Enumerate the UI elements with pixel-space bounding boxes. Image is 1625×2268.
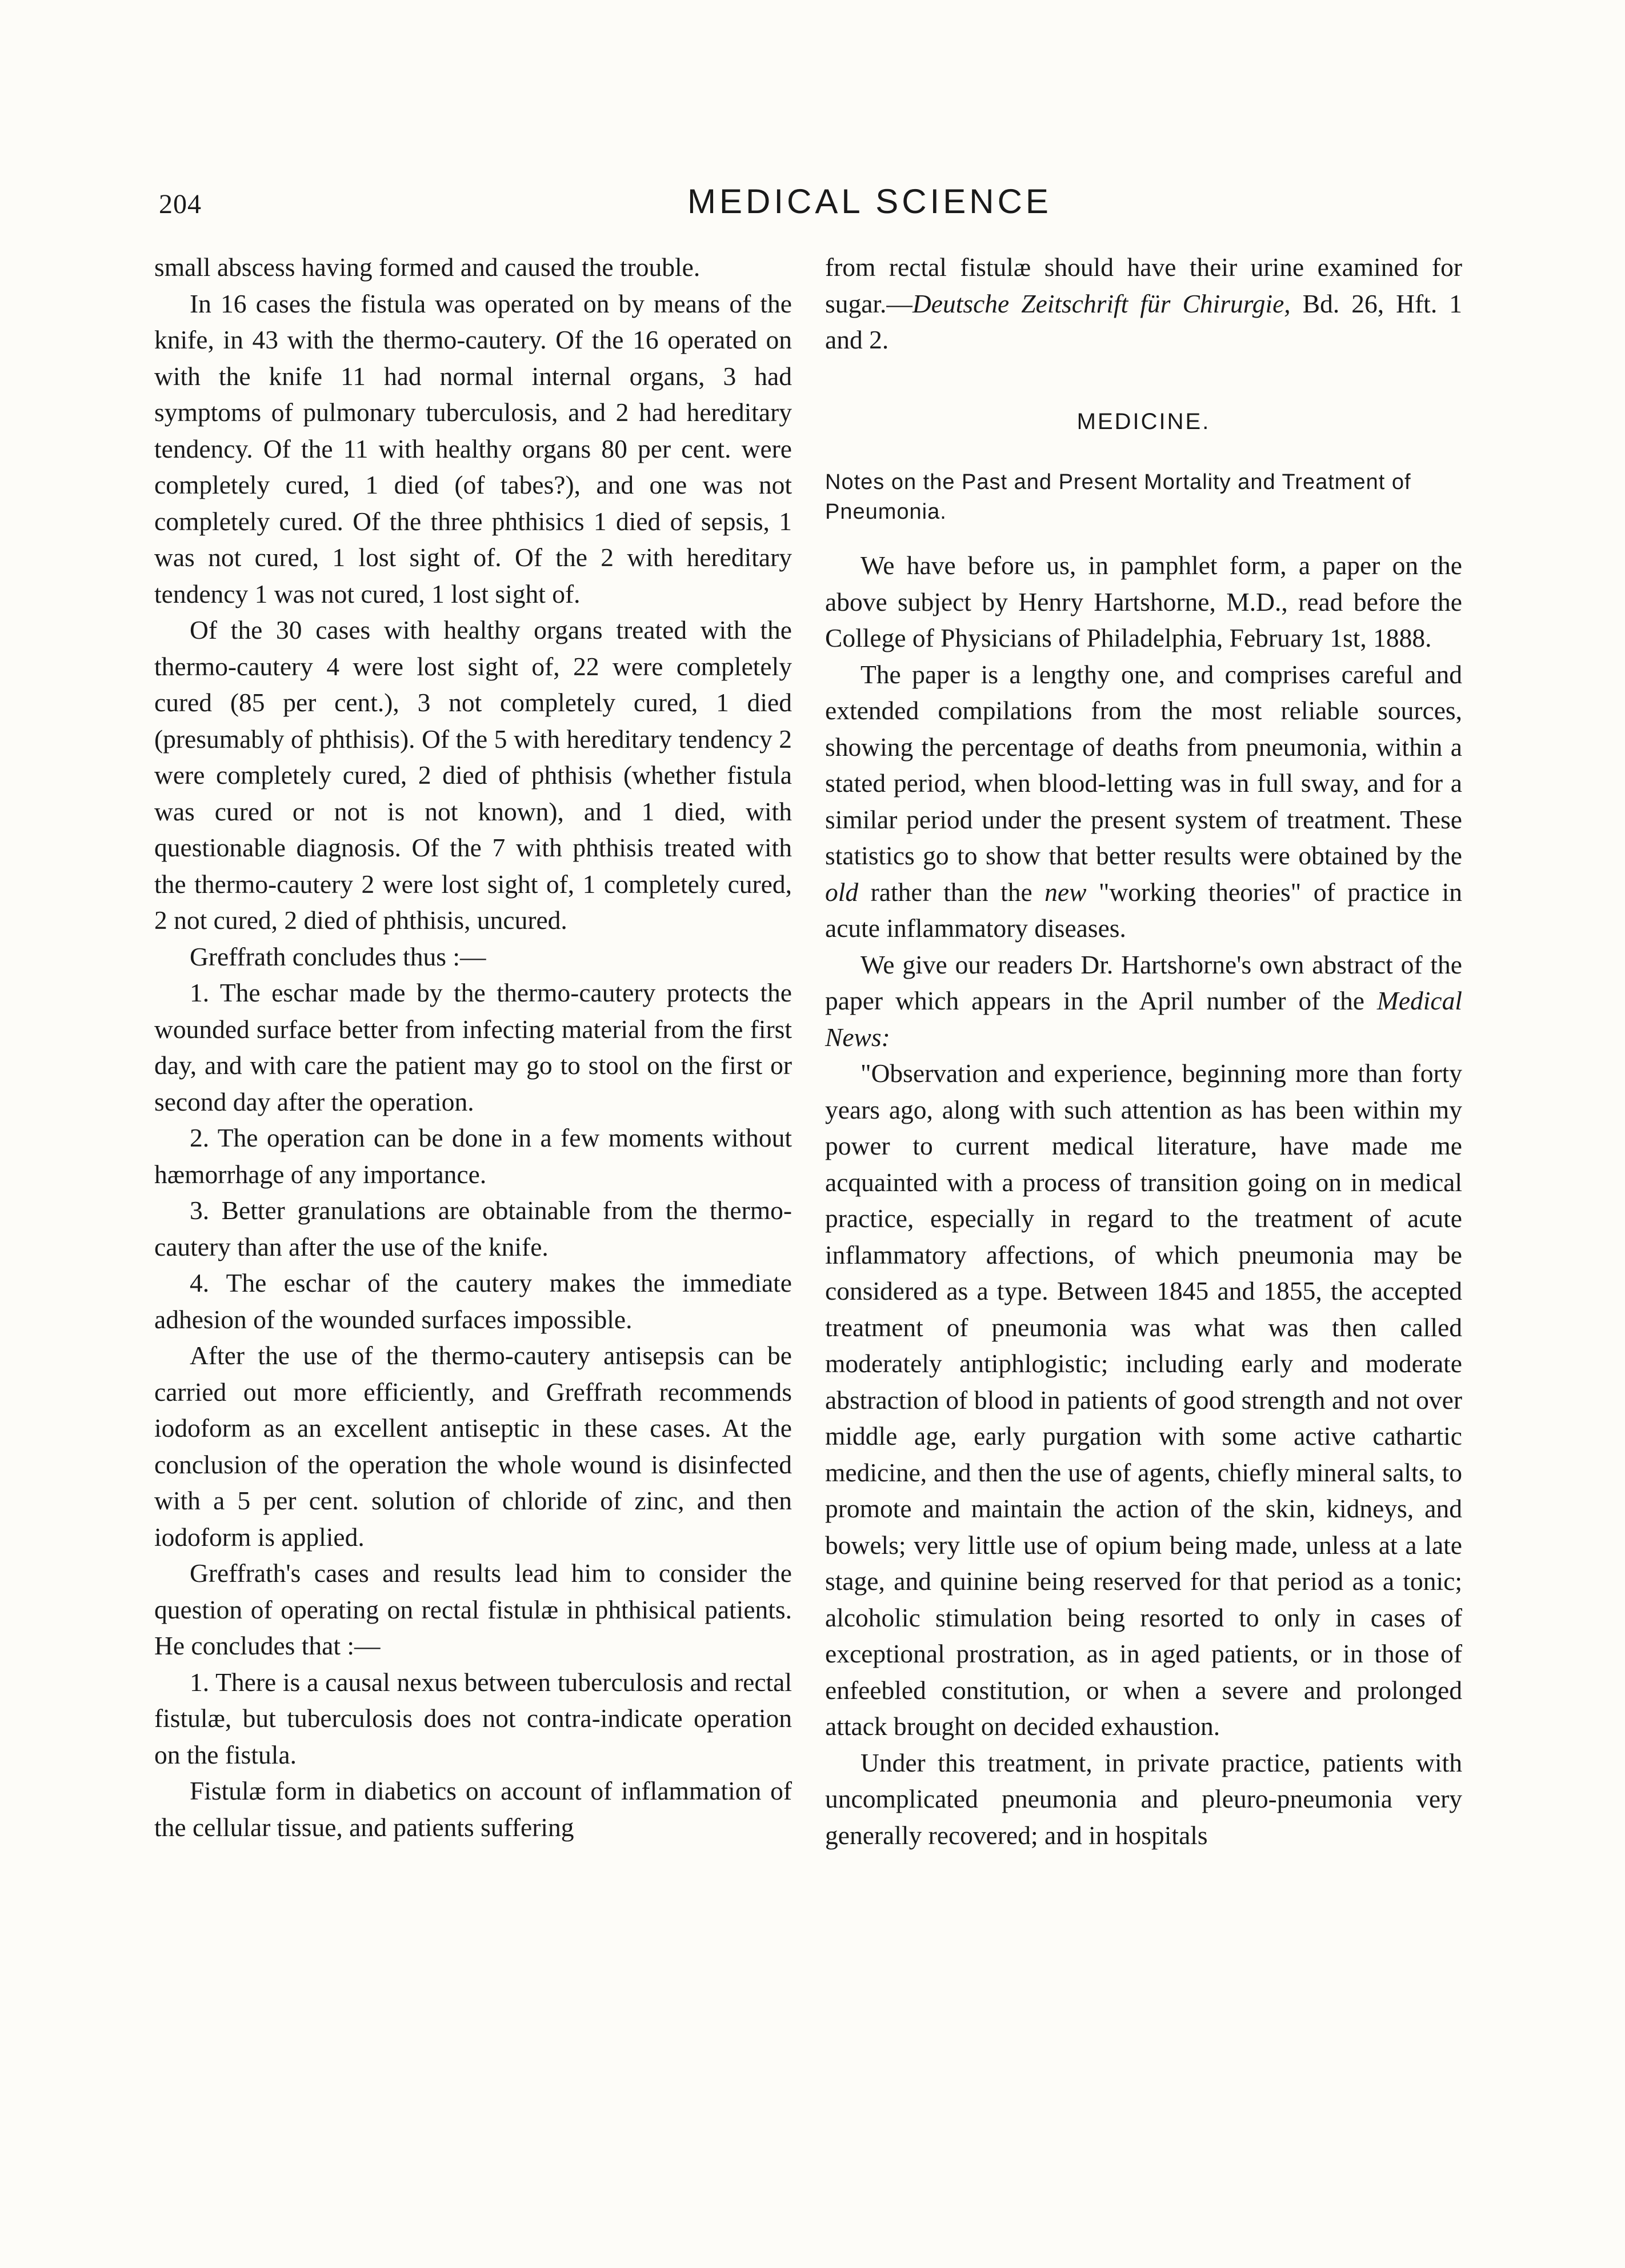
emphasis-new: new (1044, 877, 1087, 907)
text-run: rather than the (858, 877, 1045, 907)
continuation-text: from rectal fistulæ should have their urine examined for sugar.— (825, 253, 1462, 318)
section-heading: MEDICINE. (1076, 408, 1211, 434)
quote-paragraph: "Observation and experience, beginning more than forty years ago, along with such attention as has been within my power to current medical literature, have made me acquainted with a process of transition going on in medical practice, especially in regard to the treatment of acute inflammatory affections, of which pneumonia may be considered as a type. Between 1845 and 1855, the accepted treatment of pneumonia was what was then called moderately antiphlogistic; including early and moderate abstraction of blood in patients of good strength and not over middle age, early purgation with some active cathartic medicine, and then the use of agents, chiefly mineral salts, to promote and maintain the action of the skin, kidneys, and bowels; very little use of opium being made, unless at a late stage, and quinine being reserved for that period as a tonic; alcoholic stimulation being resorted to only in cases of exceptional prostration, as in aged patients, or in those of enfeebled constitution, or when a severe and prolonged attack brought on decided exhaustion. (825, 1059, 1462, 1741)
left-column (154, 249, 792, 1845)
paragraph: 2. The operation can be done in a few moments without hæmorrhage of any importance. (154, 1123, 792, 1189)
paragraph (825, 947, 1462, 1056)
paragraph: After the use of the thermo-cautery antisepsis can be carried out more efficiently, and Greffrath recommends iodoform as an excellent antiseptic in these cases. At the conclusion of the operation the whole wound is disinfected with a 5 per cent. solution of chloride of zinc, and then iodoform is applied. (154, 1341, 792, 1552)
journal-citation: Deutsche Zeitschrift für Chirurgie, (912, 288, 1291, 318)
text-run: We give our readers Dr. Hartshorne's own abstract of the paper which appears in the April number of the (825, 949, 1462, 1015)
paragraph: 1. The eschar made by the thermo-cautery protects the wounded surface better from infecting material from the first day, and with care the patient may go to stool on the first or second day after the operation. (154, 978, 792, 1116)
text-run: The paper is a lengthy one, and comprises careful and extended compilations from the most reliable sources, showing the percentage of deaths from pneumonia, within a stated period, when blood-letting was in full sway, and for a similar period under the present system of treatment. These statistics go to show that better results were obtained by the (825, 659, 1462, 870)
running-title: MEDICAL SCIENCE (687, 182, 1052, 221)
paragraph: 4. The eschar of the cautery makes the immediate adhesion of the wounded surfaces impossible. (154, 1268, 792, 1334)
paragraph: Of the 30 cases with healthy organs treated with the thermo-cautery 4 were lost sight of, 22 were completely cured (85 per cent.), 3 not completely cured, 1 died (presumably of phthisis). Of the 5 with hereditary tendency 2 were completely cured, 2 died of phthisis (whether fistula was cured or not is not known), and 1 died, with questionable diagnosis. Of the 7 with phthisis treated with the thermo-cautery 2 were lost sight of, 1 completely cured, 2 not cured, 2 died of phthisis, uncured. (154, 615, 792, 935)
paragraph: 1. There is a causal nexus between tuberculosis and rectal fistulæ, but tuberculosis does not contra-indicate operation on the fistula. (154, 1667, 792, 1769)
continuation-paragraph (825, 249, 1462, 358)
citation-tail: Bd. 26, Hft. 1 and 2. (825, 288, 1462, 354)
journal-name: Medical News: (825, 986, 1462, 1052)
page-number: 204 (159, 189, 202, 219)
paragraph: We have before us, in pamphlet form, a paper on the above subject by Henry Hartshorne, M.D., read before the College of Physicians of Philadelphia, February 1st, 1888. (825, 551, 1462, 652)
paragraph: 3. Better granulations are obtainable from the thermo-cautery than after the use of the knife. (154, 1196, 792, 1261)
paragraph: Greffrath concludes thus :— (190, 941, 486, 971)
paragraph: In 16 cases the fistula was operated on by means of the knife, in 43 with the thermo-cautery. Of the 16 operated on with the knife 11 had normal internal organs, 3 had symptoms of pulmonary tuberculosis, and 2 had hereditary tendency. Of the 11 with healthy organs 80 per cent. were completely cured, 1 died (of tabes?), and one was not completely cured. Of the three phthisics 1 died of sepsis, 1 was not cured, 1 lost sight of. Of the 2 with hereditary tendency 1 was not cured, 1 lost sight of. (154, 288, 792, 608)
paragraph: small abscess having formed and caused the trouble. (154, 253, 701, 282)
text-run: "working theories" of practice in acute inflammatory diseases. (825, 877, 1462, 943)
paragraph: Under this treatment, in private practice, patients with uncomplicated pneumonia and pleuro-pneumonia very generally recovered; and in hospitals (825, 1748, 1462, 1850)
paragraph (825, 656, 1462, 947)
emphasis-old: old (825, 877, 859, 907)
paragraph: Fistulæ form in diabetics on account of inflammation of the cellular tissue, and patients suffering (154, 1776, 792, 1842)
article-title: Notes on the Past and Present Mortality and Treatment of Pneumonia. (825, 470, 1411, 524)
paragraph: Greffrath's cases and results lead him to consider the question of operating on rectal fistulæ in phthisical patients. He concludes that :— (154, 1558, 792, 1660)
right-column (825, 249, 1462, 1853)
